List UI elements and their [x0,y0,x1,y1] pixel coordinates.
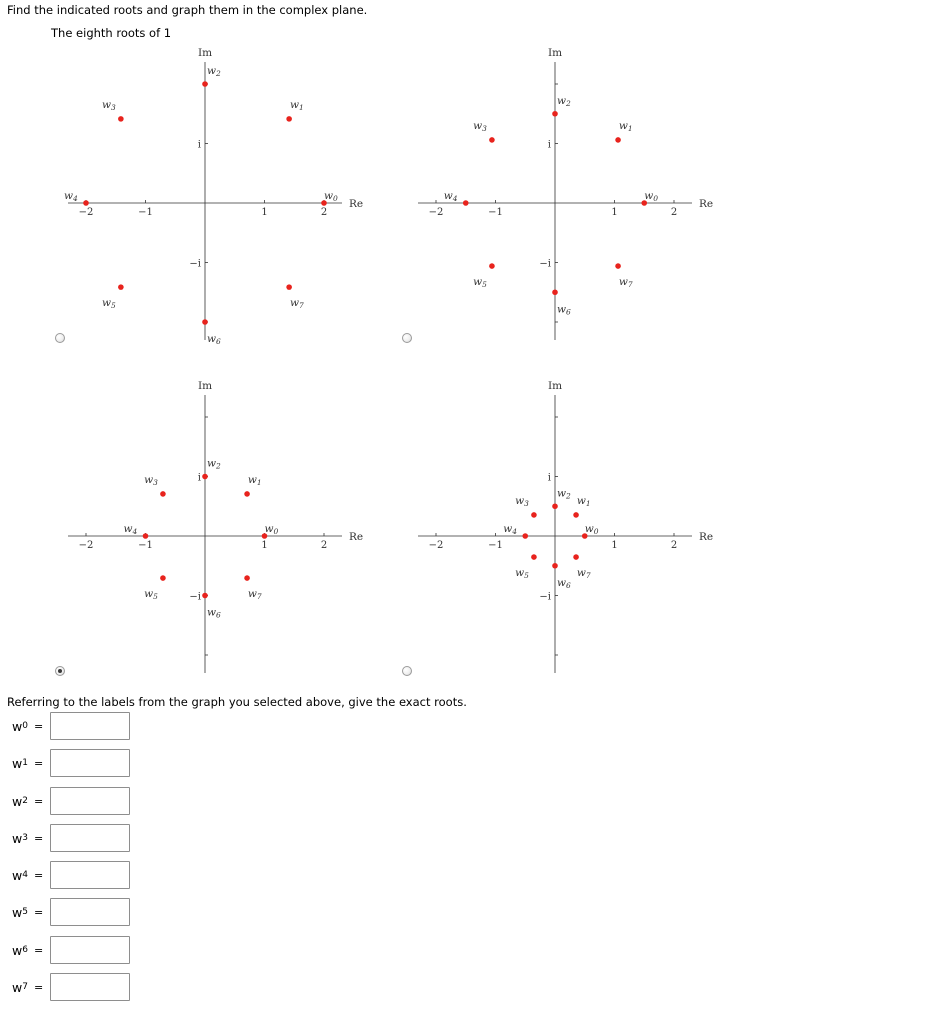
radio-option-a[interactable] [55,333,65,343]
root-label-w7: w7 [618,275,633,289]
y-tick-i: i [547,139,551,151]
graph-option-d [350,333,820,683]
root-point-w7 [286,284,292,290]
x-tick-label: 1 [611,540,618,551]
root-label-w2: w2 [207,457,221,471]
x-tick-label: −2 [78,540,94,551]
root-label-w4: w4 [443,190,458,203]
root-point-w1 [615,137,621,143]
y-tick-neg-i: −i [539,258,551,270]
root-point-w3 [160,491,166,497]
x-tick-label: −1 [138,540,153,551]
x-tick-label: −2 [428,540,444,551]
root-label-w3: w3 [515,495,529,509]
answer-row-w0 [12,711,130,741]
root-point-w4 [143,533,149,539]
root-label-w7: w7 [289,296,304,310]
answer-label-w6: w 6 = [12,942,44,958]
root-point-w7 [573,554,579,560]
root-label-w5: w5 [102,296,116,310]
root-label-w4: w4 [123,523,138,536]
x-tick-label: −1 [138,207,153,218]
root-point-w6 [202,593,208,599]
root-label-w3: w3 [102,99,116,113]
answer-row-w1 [12,748,130,778]
x-tick-label: 1 [261,540,268,551]
root-point-w5 [118,284,124,290]
im-axis-label: Im [547,47,563,59]
root-point-w5 [531,554,537,560]
answer-input-w1[interactable] [50,749,130,777]
answer-label-w4: w 4 = [12,867,44,883]
re-axis-label: Re [349,531,364,543]
root-point-w5 [489,263,495,269]
root-label-w5: w5 [515,566,529,580]
root-point-w6 [552,563,558,569]
root-label-w1: w1 [247,474,262,488]
root-label-w6: w6 [207,606,221,620]
x-tick-label: −2 [428,207,444,218]
im-axis-label: Im [547,380,563,392]
root-point-w6 [202,319,208,325]
re-axis-label: Re [349,198,364,210]
root-label-w6: w6 [207,333,221,346]
re-axis-label: Re [699,198,714,210]
x-tick-label: 2 [320,207,328,218]
y-tick-i: i [197,472,201,484]
root-point-w3 [489,137,495,143]
root-point-w4 [83,200,89,206]
x-tick-label: 2 [320,540,328,551]
question-text: Find the indicated roots and graph them in the complex plane. [7,3,368,17]
root-label-w1: w1 [289,99,304,113]
root-label-w0: w0 [644,190,659,203]
root-point-w7 [244,575,250,581]
root-label-w6: w6 [557,576,571,590]
im-axis-label: Im [197,47,213,59]
radio-option-b[interactable] [402,333,412,343]
root-label-w0: w0 [584,523,599,536]
root-point-w2 [552,111,558,117]
root-point-w4 [463,200,469,206]
root-point-w3 [531,512,537,518]
x-tick-label: −1 [488,540,503,551]
answer-row-w4 [12,860,130,890]
root-label-w7: w7 [247,587,262,601]
root-label-w5: w5 [473,275,487,289]
answer-label-w1: w 1 = [12,755,44,771]
root-label-w0: w0 [264,523,279,536]
root-point-w4 [522,533,528,539]
answer-label-w2: w 2 = [12,793,44,809]
im-axis-label: Im [197,380,213,392]
root-label-w4: w4 [503,523,518,536]
root-label-w3: w3 [144,474,158,488]
radio-option-d[interactable] [402,666,412,676]
answer-input-w6[interactable] [50,936,130,964]
referring-instruction: Referring to the labels from the graph you selected above, give the exact roots. [7,695,467,709]
answer-label-w3: w 3 = [12,830,44,846]
answer-input-w4[interactable] [50,861,130,889]
subquestion-text: The eighth roots of 1 [51,26,172,40]
root-label-w3: w3 [473,120,487,134]
root-label-w7: w7 [576,566,591,580]
answer-row-w7 [12,972,130,1002]
answer-input-w7[interactable] [50,973,130,1001]
answer-input-w3[interactable] [50,824,130,852]
answer-input-w2[interactable] [50,787,130,815]
answer-row-w5 [12,897,130,927]
answer-input-w5[interactable] [50,898,130,926]
x-tick-label: 1 [611,207,618,218]
root-point-w7 [615,263,621,269]
y-tick-i: i [547,472,551,484]
root-point-w2 [202,81,208,87]
radio-option-c[interactable] [55,666,65,676]
y-tick-neg-i: −i [189,591,201,603]
root-label-w1: w1 [576,495,591,509]
root-point-w1 [286,116,292,122]
root-point-w3 [118,116,124,122]
answer-row-w2 [12,786,130,816]
graph-option-b [350,0,820,350]
y-tick-neg-i: −i [539,591,551,603]
x-tick-label: 2 [670,540,678,551]
answer-label-w5: w 5 = [12,904,44,920]
x-tick-label: 2 [670,207,678,218]
y-tick-neg-i: −i [189,258,201,270]
root-label-w5: w5 [144,587,158,601]
root-point-w1 [244,491,250,497]
root-label-w0: w0 [324,190,338,203]
root-label-w4: w4 [64,190,78,203]
answer-input-w0[interactable] [50,712,130,740]
x-tick-label: −1 [488,207,503,218]
y-tick-i: i [197,139,201,151]
root-label-w6: w6 [557,303,571,317]
root-point-w1 [573,512,579,518]
re-axis-label: Re [699,531,714,543]
root-point-w2 [202,474,208,480]
root-label-w1: w1 [618,120,633,134]
complex-plane-d [350,333,820,683]
complex-plane-b [350,0,820,350]
root-point-w2 [552,503,558,509]
root-label-w2: w2 [207,65,221,78]
answer-label-w7: w 7 = [12,979,44,995]
answer-label-w0: w 0 = [12,718,44,734]
root-point-w6 [552,289,558,295]
x-tick-label: −2 [78,207,94,218]
root-label-w2: w2 [557,487,571,501]
answer-row-w6 [12,935,130,965]
answer-row-w3 [12,823,130,853]
x-tick-label: 1 [261,207,268,218]
root-point-w5 [160,575,166,581]
root-label-w2: w2 [557,94,571,108]
